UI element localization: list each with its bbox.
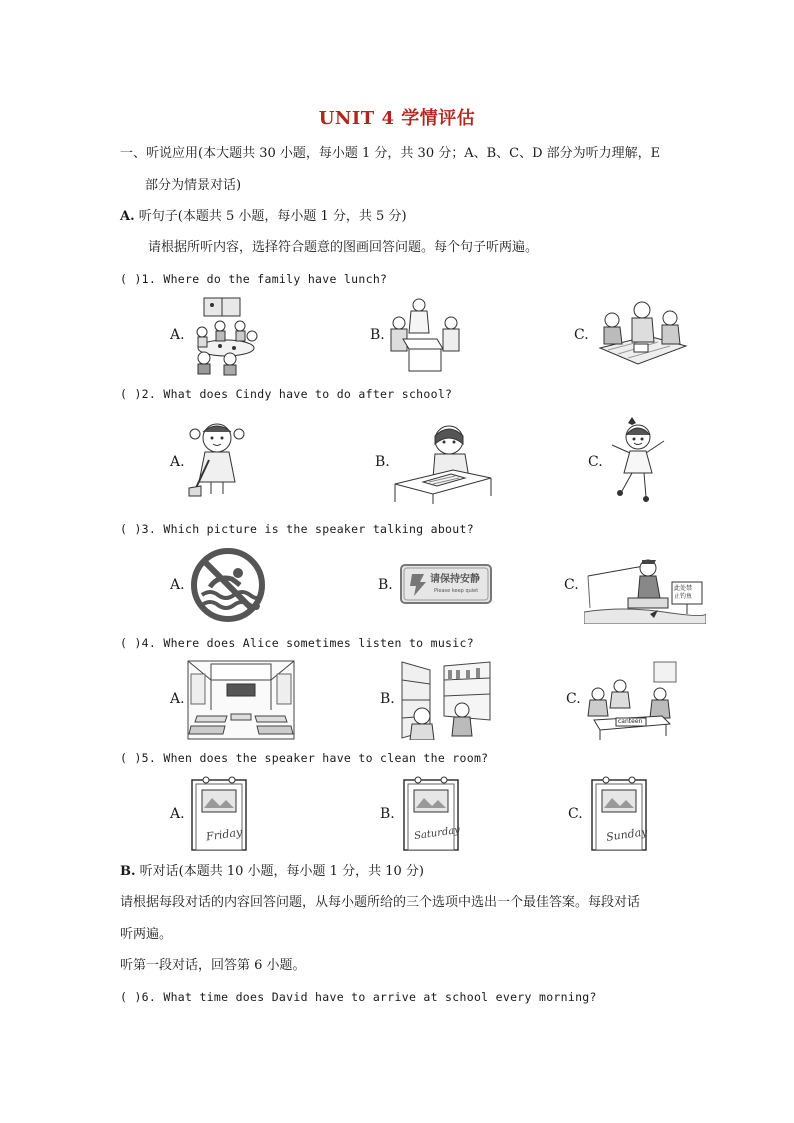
part-b-label: B. <box>120 864 136 879</box>
question-text: 4. Where does Alice sometimes listen to music? <box>141 636 474 650</box>
answer-blank[interactable]: ( ) <box>120 990 142 1004</box>
no-fishing-sign-line1: 此处禁 <box>674 585 693 592</box>
section-heading-line2: 部分为情景对话) <box>145 178 242 193</box>
option-c: C. <box>568 806 583 822</box>
option-a: A. <box>170 327 185 343</box>
keep-quiet-sign-cn: 请保持安静 <box>430 574 480 585</box>
option-a: A. <box>170 454 185 470</box>
option-c: C. <box>564 577 579 593</box>
part-b-instruction-line2: 听两遍。 <box>120 927 173 942</box>
calendar-day-sunday: Sunday <box>605 825 649 844</box>
option-b: B. <box>380 806 395 822</box>
answer-blank[interactable]: ( ) <box>120 751 142 765</box>
part-a-label: A. <box>120 209 135 224</box>
calendar-saturday-icon <box>402 776 460 852</box>
answer-blank[interactable]: ( ) <box>120 636 142 650</box>
option-b: B. <box>378 577 393 593</box>
part-a-heading-text: 听句子(本题共 5 小题，每小题 1 分，共 5 分) <box>138 209 407 224</box>
question-text: 3. Which picture is the speaker talking about? <box>141 522 474 536</box>
question-text: 5. When does the speaker have to clean the room? <box>141 751 489 765</box>
option-b: B. <box>375 454 390 470</box>
part-b-instruction-line1: 请根据每段对话的内容回答问题，从每小题所给的三个选项中选出一个最佳答案。每段对话 <box>120 895 641 910</box>
option-c: C. <box>588 454 603 470</box>
question-4 <box>120 634 474 652</box>
family-dining-table-picture <box>385 293 465 373</box>
canteen-picture <box>586 660 678 740</box>
question-6 <box>120 988 597 1006</box>
option-a: A. <box>170 806 185 822</box>
girl-sweeping-picture <box>187 420 247 498</box>
calendar-day-saturday: Saturday <box>413 824 461 843</box>
family-indoor-restaurant-picture <box>190 296 262 376</box>
part-a-heading <box>120 208 407 226</box>
question-text: 1. Where do the family have lunch? <box>141 272 388 286</box>
part-b-heading-text: 听对话(本题共 10 小题，每小题 1 分，共 10 分) <box>139 864 424 879</box>
dialogue-1-intro: 听第一段对话，回答第 6 小题。 <box>120 958 306 973</box>
library-picture <box>400 660 492 740</box>
question-2 <box>120 385 452 403</box>
no-fishing-sign-line2: 止钓鱼 <box>674 593 693 600</box>
option-c: C. <box>574 327 589 343</box>
option-b: B. <box>370 327 385 343</box>
option-a: A. <box>170 691 185 707</box>
no-swimming-sign-icon <box>190 547 266 623</box>
keep-quiet-sign-en: Please keep quiet <box>434 588 479 594</box>
option-c: C. <box>566 691 581 707</box>
girl-doing-homework-picture <box>393 422 493 504</box>
question-1 <box>120 270 387 288</box>
no-fishing-sign-text <box>674 585 692 601</box>
answer-blank[interactable]: ( ) <box>120 522 142 536</box>
calendar-day-friday: Friday <box>205 825 243 844</box>
question-3 <box>120 520 474 538</box>
girl-dancing-picture <box>608 415 668 503</box>
part-a-instruction: 请根据所听内容，选择符合题意的图画回答问题。每个句子听两遍。 <box>148 240 539 255</box>
answer-blank[interactable]: ( ) <box>120 387 142 401</box>
section-heading-line1: 一、听说应用(本大题共 30 小题，每小题 1 分，共 30 分；A、B、C、D 部分为听力理解，E <box>120 146 661 161</box>
question-text: 2. What does Cindy have to do after school? <box>141 387 453 401</box>
question-text: 6. What time does David have to arrive at school every morning? <box>141 990 597 1004</box>
part-b-heading <box>120 863 424 881</box>
answer-blank[interactable]: ( ) <box>120 272 142 286</box>
classroom-picture <box>187 660 295 740</box>
page-title: UNIT 4 学情评估 <box>318 108 476 129</box>
option-a: A. <box>170 577 185 593</box>
question-5 <box>120 749 488 767</box>
family-picnic-picture <box>598 296 688 368</box>
option-b: B. <box>380 691 395 707</box>
canteen-sign-text: canteen <box>618 718 643 725</box>
